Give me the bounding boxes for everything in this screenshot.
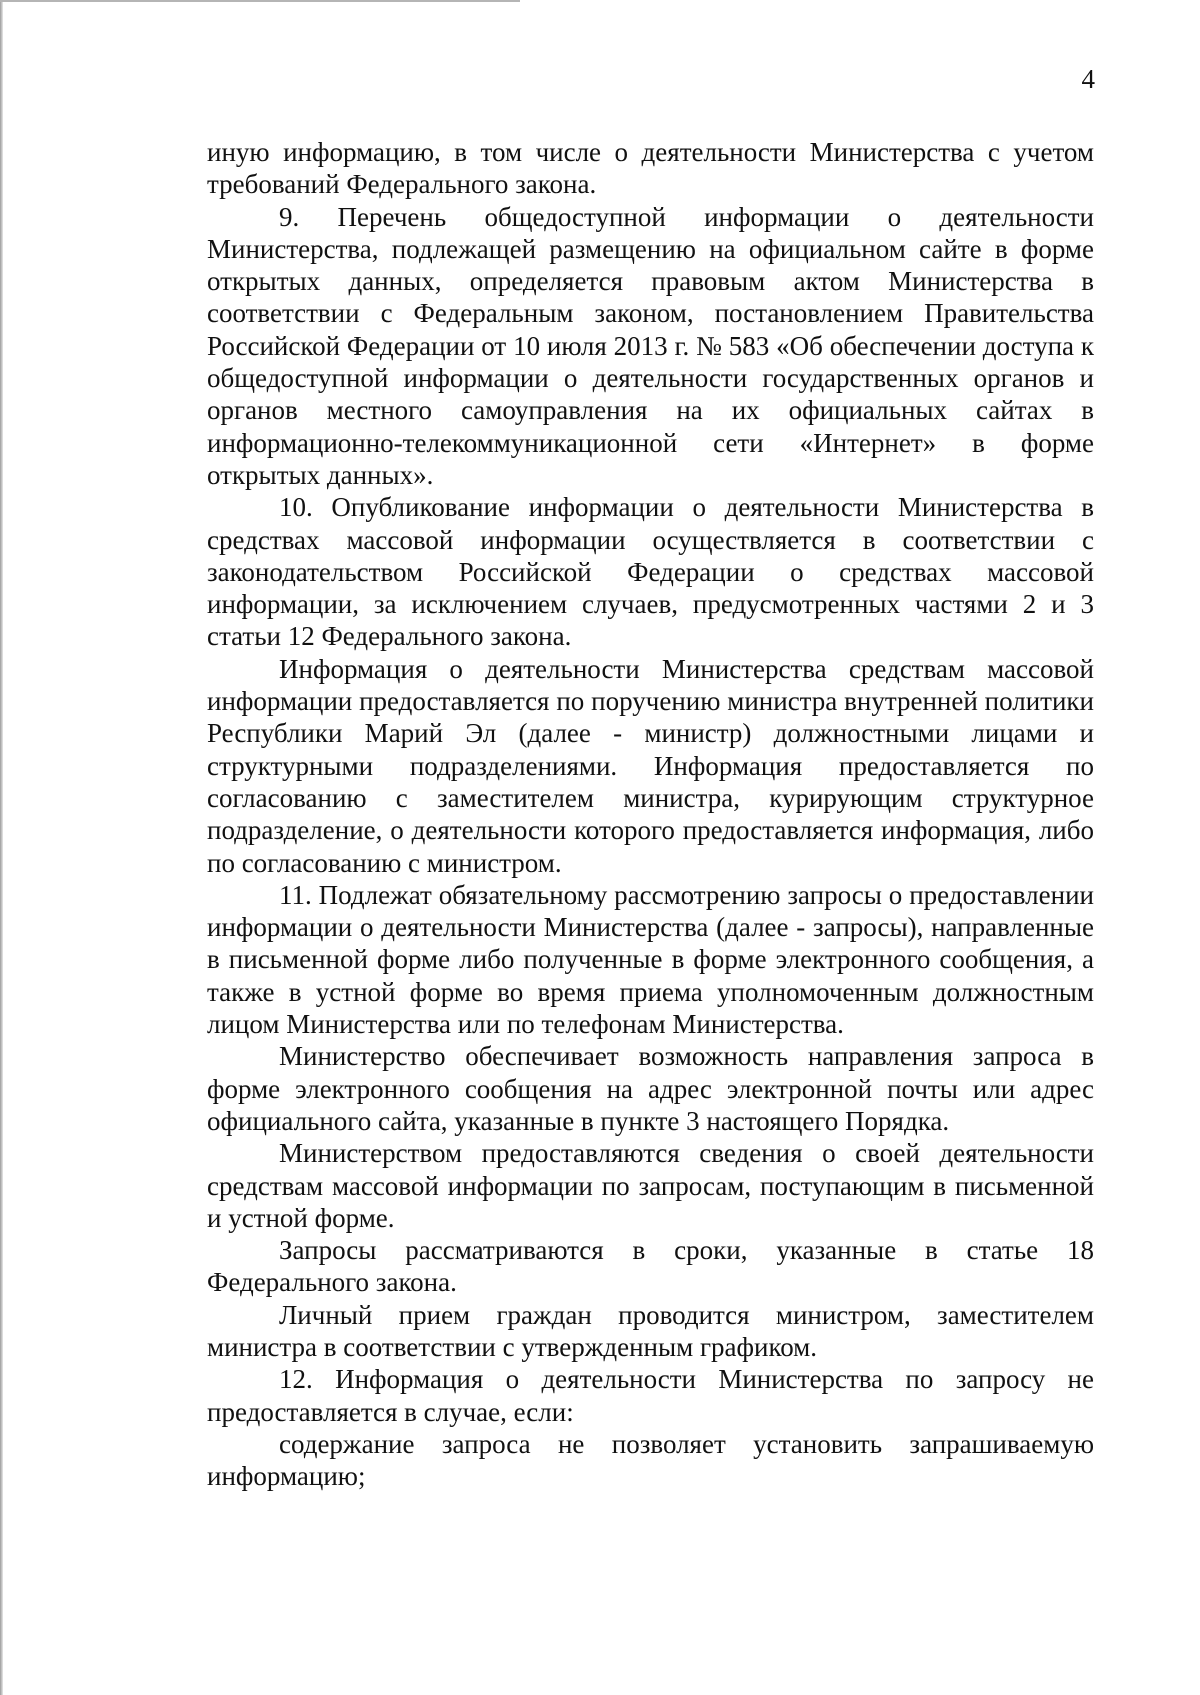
paragraph: содержание запроса не позволяет установить запрашиваемую информацию; xyxy=(207,1428,1094,1492)
paragraph-item-9: 9. Перечень общедоступной информации о деятельности Министерства, подлежащей размещению на официальном сайте в форме открытых данных, определяется правовым актом Министерства в соответствии с Федеральным законом, постановлением Правительства Российской Федерации от 10 июля 2013 г. № 583 «Об обеспечении доступа к общедоступной информации о деятельности государственных органов и органов местного самоуправления на их официальных сайтах в информационно-телекоммуникационной сети «Интернет» в форме открытых данных». xyxy=(207,201,1094,490)
paragraph: Министерством предоставляются сведения о своей деятельности средствам массовой информации по запросам, поступающим в письменной и устной форме. xyxy=(207,1138,1094,1233)
scan-edge-top xyxy=(0,0,520,2)
scan-edge-left xyxy=(0,0,3,1695)
paragraph: Личный прием граждан проводится министром, заместителем министра в соответствии с утвержденным графиком. xyxy=(207,1299,1094,1362)
paragraph-item-10: 10. Опубликование информации о деятельности Министерства в средствах массовой информации осуществляется в соответствии с законодательством Российской Федерации о средствах массовой информации, за исключением случаев, предусмотренных частями 2 и 3 статьи 12 Федерального закона. xyxy=(207,492,1094,652)
document-body xyxy=(207,136,1094,1492)
paragraph: Запросы рассматриваются в сроки, указанные в статье 18 Федерального закона. xyxy=(207,1235,1094,1298)
page-number: 4 xyxy=(1081,64,1095,94)
paragraph-item-12: 12. Информация о деятельности Министерства по запросу не предоставляется в случае, если: xyxy=(207,1364,1094,1427)
paragraph-item-11: 11. Подлежат обязательному рассмотрению запросы о предоставлении информации о деятельности Министерства (далее - запросы), направленные в письменной форме либо полученные в форме электронного сообщения, а также в устной форме во время приема уполномоченным должностным лицом Министерства или по телефонам Министерства. xyxy=(207,879,1094,1040)
paragraph: Информация о деятельности Министерства средствам массовой информации предоставляется по поручению министра внутренней политики Республики Марий Эл (далее - министр) должностными лицами и структурными подразделениями. Информация предоставляется по согласованию с заместителем министра, курирующим структурное подразделение, о деятельности которого предоставляется информация, либо по согласованию с министром. xyxy=(207,653,1094,878)
paragraph: иную информацию, в том числе о деятельности Министерства с учетом требований Федерального закона. xyxy=(207,137,1094,200)
paragraph: Министерство обеспечивает возможность направления запроса в форме электронного сообщения на адрес электронной почты или адрес официального сайта, указанные в пункте 3 настоящего Порядка. xyxy=(207,1041,1094,1136)
